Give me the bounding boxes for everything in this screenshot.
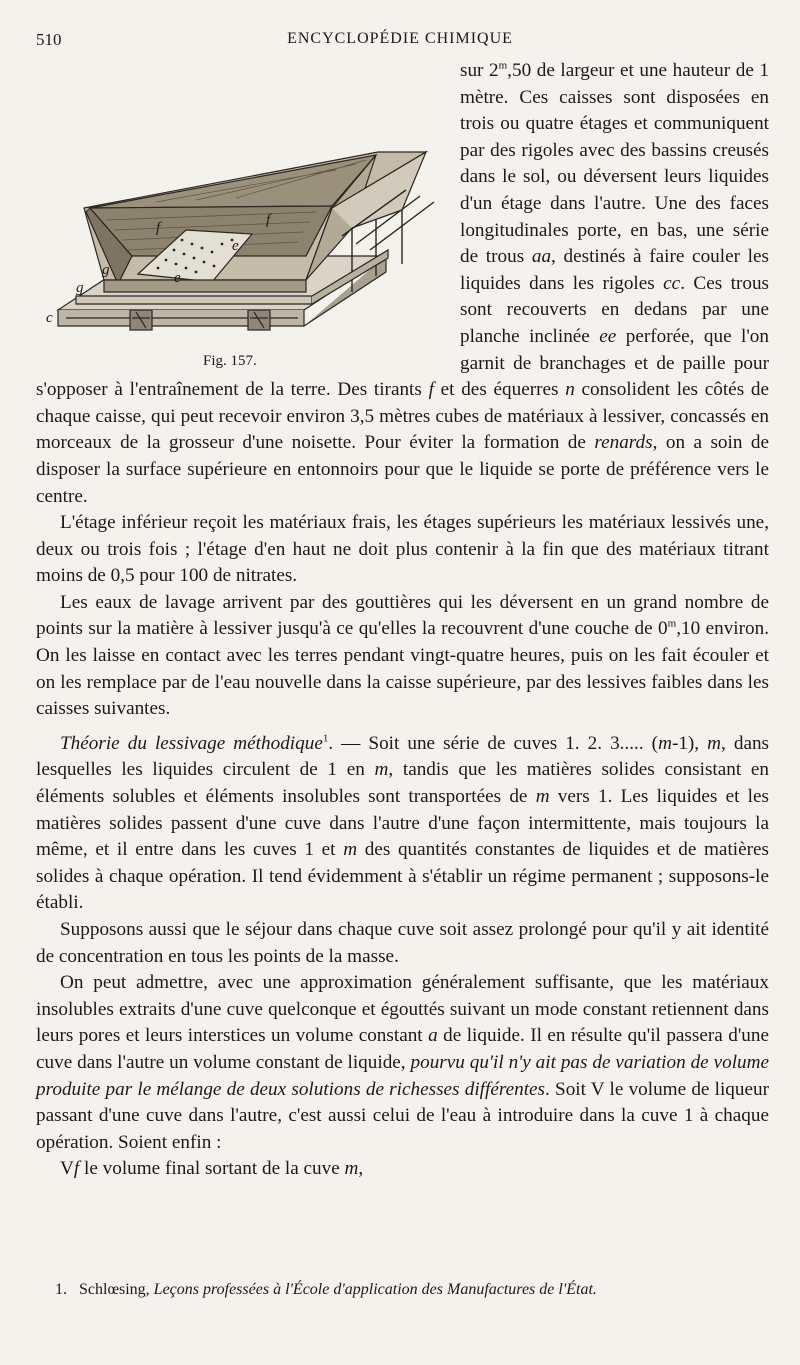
label-c: c — [46, 310, 53, 326]
label-e-upper: e — [232, 238, 239, 254]
label-g-lower: g — [76, 280, 84, 296]
figure-157 — [36, 60, 450, 369]
footnote-number: 1. — [55, 1281, 67, 1298]
paragraph-3: Les eaux de lavage arrivent par des gouttières qui les déversent en un grand nombre de points sur la matière à lessiver jusqu'à ce qu'elles la recouvrent d'une couche de 0$^m$,10 environ. On les laisse en contact avec les terres pendant vingt-quatre heures, puis on les fait écouler et on les remplace par de l'eau nouvelle dans la caisse supérieure, par des lessives faibles dans les caisses suivantes. — [36, 591, 769, 720]
footnote-title: Leçons professées à l'École d'application des Manufactures de l'État. — [153, 1281, 597, 1298]
section-title: Théorie du lessivage méthodique — [60, 732, 323, 754]
running-title: ENCYCLOPÉDIE CHIMIQUE — [287, 30, 513, 47]
paragraph-4: Théorie du lessivage méthodique$^1$. — Soit une série de cuves 1. 2. 3..... (m-1), m, dans lesquelles les liquides circulent de 1 en m, tandis que les matières solides consistant en éléments solubles et éléments insolubles sont transportées de m vers 1. Les liquides et les matières solides passent d'une cuve dans l'autre d'une façon intermittente, mais toujours la même, et il entre dans les cuves 1 et m des quantités constantes de liquides et de matières solides à chaque opération. Il tend évidemment à s'établir un régime permanent ; supposons-le établi. — [36, 732, 770, 914]
page-number: 510 — [36, 30, 62, 49]
paragraph-5: Supposons aussi que le séjour dans chaque cuve soit assez prolongé pour qu'il y ait identité de concentration en tous les points de la masse. — [36, 919, 769, 967]
lixiviation-vat-illustration — [36, 60, 450, 366]
footnote — [55, 1281, 755, 1299]
paragraph-1: sur 2$^m$,50 de largeur et une hauteur de 1 mètre. Ces caisses sont disposées en trois ou quatre étages et communiquent par des rigoles avec des bassins creusés dans le sol, ou déversent leurs liquides d'un étage dans l'autre. Une des faces longitudinales porte, en bas, une série de trous aa, destinés à faire couler les liquides dans les rigoles cc. Ces trous sont recouverts en dedans par une planche inclinée ee perforée, que l'on garnit de branchages et de paille pour s'opposer à l'entraînement de la terre. Des tirants f et des équerres n consolident les côtés de chaque caisse, qui peut recevoir environ 3,5 mètres cubes de matériaux à lessiver, concassés en morceaux de la grosseur d'une noisette. Pour éviter la formation de renards, on a soin de disposer la surface supérieure en entonnoirs pour que le liquide se porte de préférence vers le centre. — [36, 59, 769, 507]
page-header — [36, 30, 764, 54]
paragraph-2: L'étage inférieur reçoit les matériaux frais, les étages supérieurs les matériaux lessivés une, deux ou trois fois ; l'étage d'en haut ne doit plus contenir à la fin que des matériaux titrant moins de 0,5 pour 100 de nitrates. — [36, 512, 769, 587]
footnote-author: Schlœsing, — [79, 1281, 150, 1298]
label-f-right: f — [266, 212, 271, 228]
figure-caption: Fig. 157. — [203, 353, 257, 369]
paragraph-6: On peut admettre, avec une approximation généralement suffisante, que les matériaux insolubles extraits d'une cuve quelconque et égouttés suivant un mode constant retiennent dans leurs pores et leurs interstices un volume constant a de liquide. Il en résulte qu'il passera d'une cuve dans l'autre un volume constant de liquide, pourvu qu'il n'y ait pas de variation de volume produite par le mélange de deux solutions de richesses différentes. Soit V le volume de liqueur passant d'une cuve dans l'autre, c'est aussi celui de l'eau à introduire dans la cuve 1 à chaque opération. Soient enfin : — [36, 972, 769, 1153]
label-f-left: f — [156, 220, 161, 236]
label-g-upper: g — [102, 262, 110, 278]
paragraph-7: Vf le volume final sortant de la cuve m, — [60, 1158, 364, 1180]
label-e-lower: e — [174, 270, 181, 286]
body-text — [36, 58, 769, 1183]
footnote-ref: 1 — [322, 732, 329, 745]
